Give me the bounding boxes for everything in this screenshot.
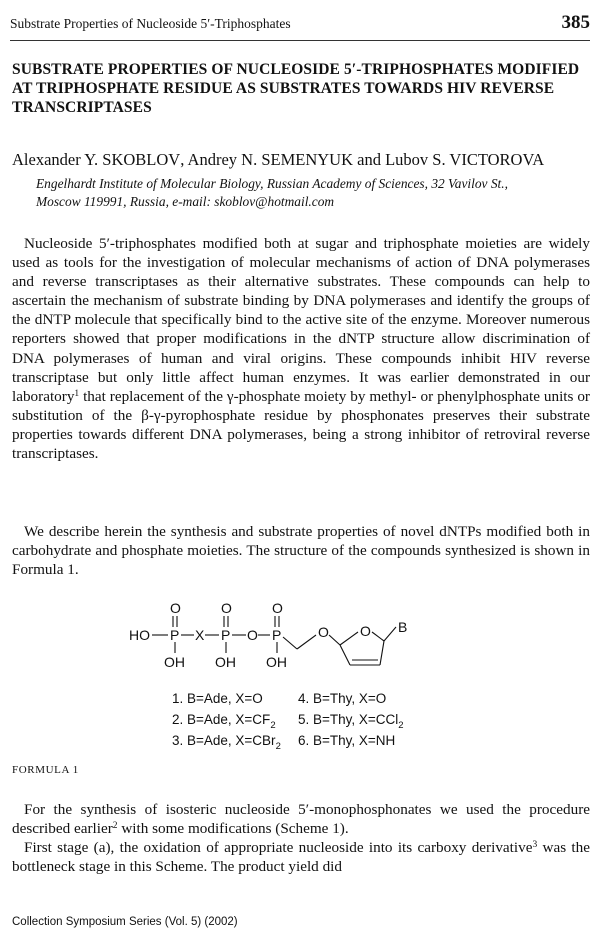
article-title: SUBSTRATE PROPERTIES OF NUCLEOSIDE 5′-TRIPHOSPHATES MODIFIED AT TRIPHOSPHATE RESIDUE AS SUBSTRATES TOWARDS HIV REVERSE TRANSCRIPTASES — [12, 61, 580, 116]
formula-atom: O — [247, 627, 258, 643]
compound-label: 3. B=Ade, X=CBr$_2$ — [172, 733, 281, 752]
methods-paragraph: For the synthesis of isosteric nucleoside 5′-monophosphonates we used the procedure described earlier$^2$ with some modifications (Scheme 1). First stage (a), the oxidation of appropriate nucleoside into its carboxy derivative$^3$ was the bottleneck stage in this Scheme. The product yield did — [12, 801, 590, 876]
formula-atom: X — [195, 627, 205, 643]
citation-ref: 1 — [74, 388, 80, 399]
author-1: Alexander Y. SKOBLOV — [12, 150, 181, 169]
running-head: Substrate Properties of Nucleoside 5′-Triphosphates — [10, 16, 291, 31]
citation-ref: 2 — [112, 821, 118, 832]
compound-label: 4. B=Thy, X=O — [298, 691, 387, 706]
author-list: Alexander Y. SKOBLOV, Andrey N. SEMENYUK and Lubov S. VICTOROVA — [12, 150, 545, 169]
formula-1 — [120, 595, 450, 755]
formula-atom: P — [272, 627, 282, 643]
formula-atom: P — [221, 627, 231, 643]
formula-atom: B — [398, 619, 408, 635]
compound-label: 2. B=Ade, $X=CF_2$ — [172, 712, 276, 731]
formula-atom: O — [221, 600, 232, 616]
formula-atom: OH — [266, 654, 287, 670]
affiliation — [36, 175, 508, 211]
formula-atom: O — [272, 600, 283, 616]
page-footer: Collection Symposium Series (Vol. 5) (2002) — [12, 916, 238, 928]
formula-atom: O — [360, 623, 371, 639]
compound-label: 5. B=Thy, X=CCl$_2$ — [298, 712, 404, 731]
intro-paragraph: Nucleoside 5′-triphosphates modified both at sugar and triphosphate moieties are widely used as tools for the investigation of molecular mechanisms of action of DNA polymerases and reverse transcriptases as their alternative substrates. These compounds can help to ascertain the mechanism of substrate binding by DNA polymerases and identify the groups of the dNTP molecule that specifically bind to the active site of the enzyme. Moreover numerous reporters showed that proper modifications in the dNTP structure allow discrimination of DNA polymerases of human and viral origins. These compounds inhibit HIV reverse transcriptase but only little affect human enzymes. It was earlier demonstrated in our laboratory$^1$ that replacement of the γ-phosphate moiety by methyl- or phenylphosphate units or substitution of the β-γ-pyrophosphate residue by phosphonates preserves their substrate properties towards different DNA polymerases, being a strong inhibitor of retroviral reverse transcriptases. — [12, 235, 590, 463]
citation-ref: 3 — [532, 840, 538, 851]
formula-atom: OH — [164, 654, 185, 670]
formula-atom: O — [170, 600, 181, 616]
formula-atom: HO — [129, 627, 150, 643]
page-header — [10, 6, 590, 41]
formula-atom: P — [170, 627, 180, 643]
affiliation-line: Engelhardt Institute of Molecular Biology, Russian Academy of Sciences, 32 Vavilov St., — [36, 176, 508, 191]
page-number: 385 — [561, 12, 590, 33]
compound-label: 1. B=Ade, X=O — [172, 691, 263, 706]
scope-paragraph: We describe herein the synthesis and substrate properties of novel dNTPs modified both in carbohydrate and phosphate moieties. The structure of the compounds synthesized is shown in Formula 1. — [12, 523, 590, 579]
compound-label: 6. B=Thy, X=NH — [298, 733, 396, 748]
structure-diagram — [120, 595, 450, 755]
formula-atom: OH — [215, 654, 236, 670]
formula-caption: FORMULA 1 — [12, 764, 79, 776]
affiliation-line: Moscow 119991, Russia, e-mail: skoblov@hotmail.com — [36, 194, 335, 209]
formula-atom: O — [318, 624, 329, 640]
